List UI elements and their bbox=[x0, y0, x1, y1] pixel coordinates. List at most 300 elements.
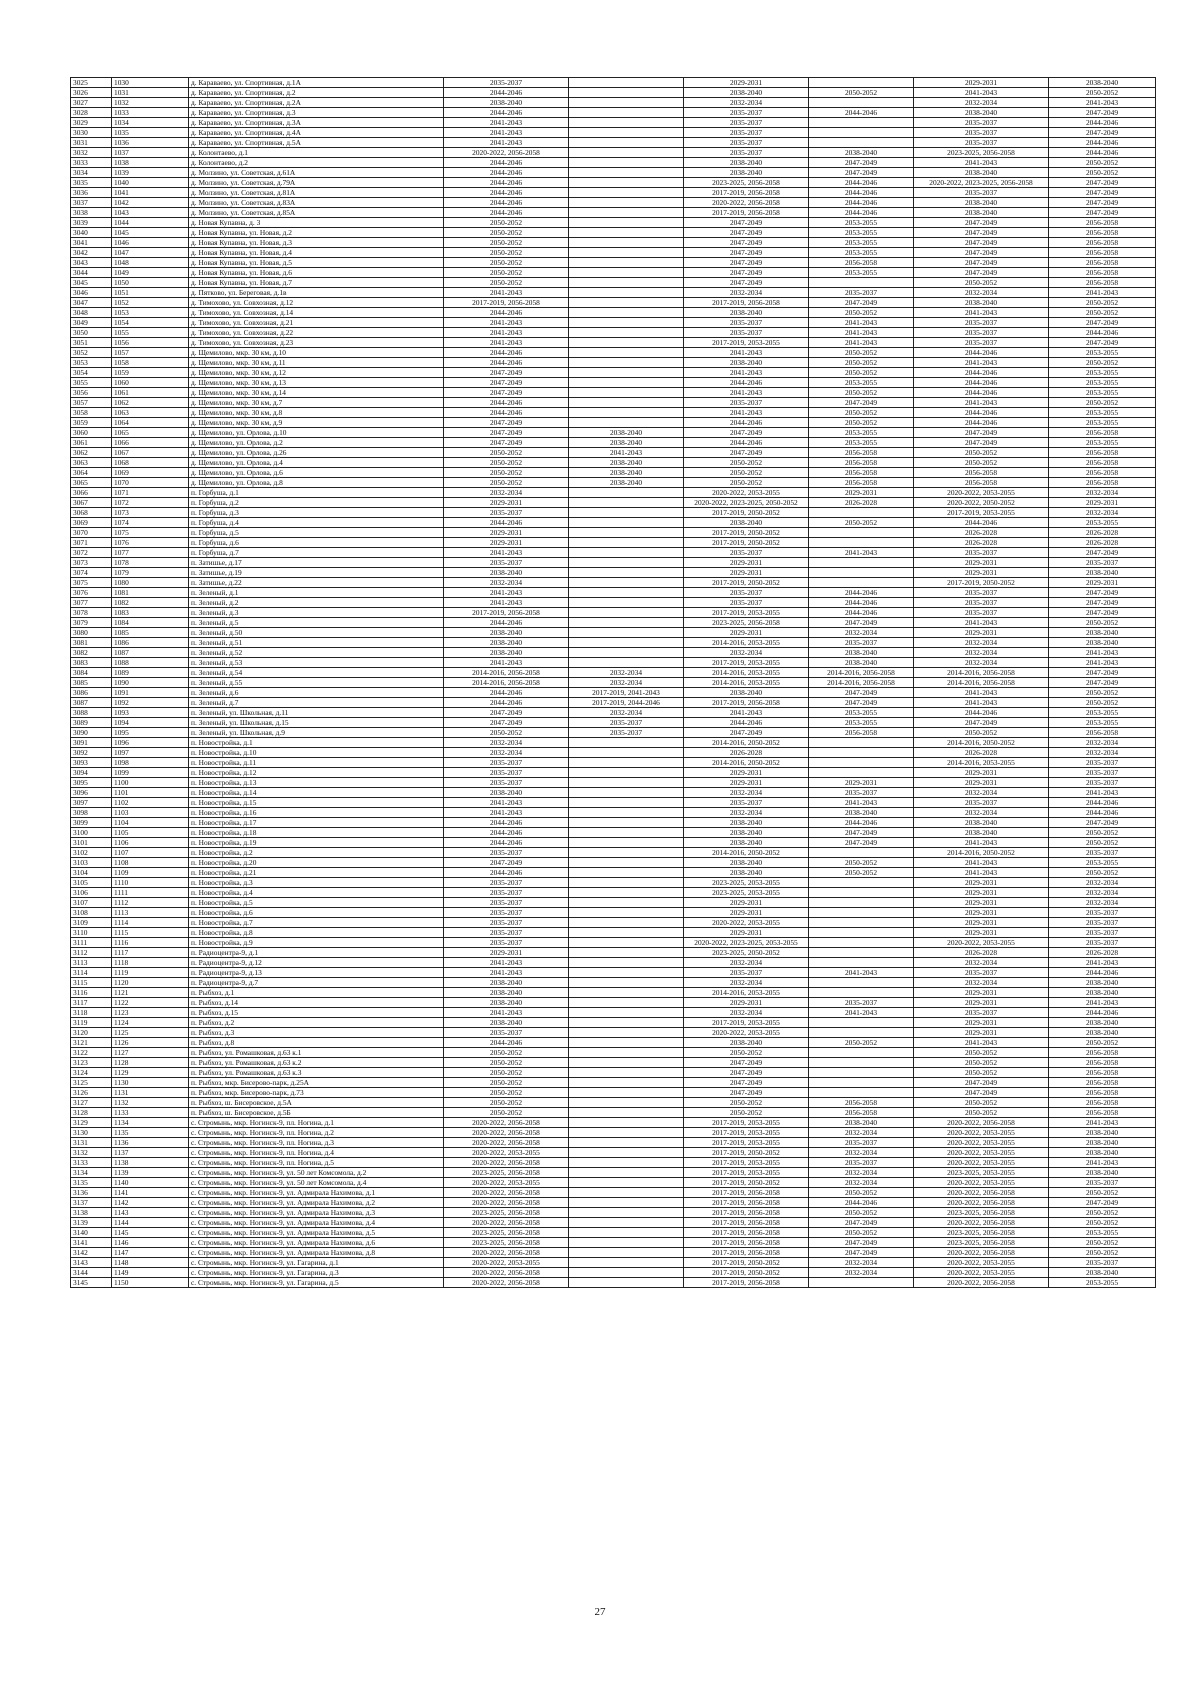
table-cell: 1136 bbox=[112, 1138, 189, 1148]
table-cell: д. Караваево, ул. Спортивная, д.1А bbox=[189, 78, 444, 88]
table-cell: 1096 bbox=[112, 738, 189, 748]
table-cell: 1044 bbox=[112, 218, 189, 228]
table-cell: 2014-2016, 2050-2052 bbox=[914, 848, 1049, 858]
table-cell: 3062 bbox=[71, 448, 112, 458]
table-cell: 2020-2022, 2053-2055 bbox=[914, 1258, 1049, 1268]
table-cell: 2035-2037 bbox=[444, 888, 569, 898]
table-cell: 3049 bbox=[71, 318, 112, 328]
table-cell: 2056-2058 bbox=[809, 448, 914, 458]
table-cell: 1081 bbox=[112, 588, 189, 598]
table-cell bbox=[569, 78, 684, 88]
table-cell bbox=[809, 278, 914, 288]
table-cell: 2056-2058 bbox=[1049, 428, 1156, 438]
table-cell: 2041-2043 bbox=[444, 118, 569, 128]
table-cell: с. Стромынь, мкр. Ногинск-9, пл. Ногина, д.5 bbox=[189, 1158, 444, 1168]
table-cell: п. Новостройка, д.8 bbox=[189, 928, 444, 938]
table-cell: 2035-2037 bbox=[914, 138, 1049, 148]
table-cell: 1146 bbox=[112, 1238, 189, 1248]
table-cell: п. Зеленый, д.54 bbox=[189, 668, 444, 678]
table-cell: с. Стромынь, мкр. Ногинск-9, пл. Ногина, д.1 bbox=[189, 1118, 444, 1128]
table-cell: 2050-2052 bbox=[914, 448, 1049, 458]
table-cell: 2044-2046 bbox=[1049, 148, 1156, 158]
table-cell: 2020-2022, 2056-2058 bbox=[444, 148, 569, 158]
table-row bbox=[71, 958, 1156, 968]
table-cell: 3112 bbox=[71, 948, 112, 958]
table-cell: п. Зеленый, ул. Школьная, д.15 bbox=[189, 718, 444, 728]
table-cell: 1130 bbox=[112, 1078, 189, 1088]
table-row bbox=[71, 838, 1156, 848]
table-cell: 2017-2019, 2053-2055 bbox=[684, 1138, 809, 1148]
table-cell: 2020-2022, 2053-2055 bbox=[684, 918, 809, 928]
table-cell: 2041-2043 bbox=[914, 88, 1049, 98]
table-cell: 2032-2034 bbox=[914, 788, 1049, 798]
table-cell: 2047-2049 bbox=[444, 378, 569, 388]
table-row bbox=[71, 908, 1156, 918]
table-cell: с. Стромынь, мкр. Ногинск-9, ул. Гагарина, д.3 bbox=[189, 1268, 444, 1278]
table-cell: 1062 bbox=[112, 398, 189, 408]
table-cell: 2035-2037 bbox=[684, 118, 809, 128]
table-cell: 2035-2037 bbox=[914, 318, 1049, 328]
table-cell: д. Молзино, ул. Советская, д.83А bbox=[189, 198, 444, 208]
table-cell: д. Щемилово, ул. Орлова, д.6 bbox=[189, 468, 444, 478]
table-cell bbox=[569, 618, 684, 628]
table-cell: 2029-2031 bbox=[914, 888, 1049, 898]
table-cell: 3030 bbox=[71, 128, 112, 138]
table-cell: 2014-2016, 2056-2058 bbox=[914, 668, 1049, 678]
table-cell: 2035-2037 bbox=[809, 998, 914, 1008]
table-cell: 2044-2046 bbox=[809, 108, 914, 118]
table-cell: 2023-2025, 2056-2058 bbox=[914, 1238, 1049, 1248]
table-cell: 2035-2037 bbox=[444, 938, 569, 948]
table-cell: 2050-2052 bbox=[1049, 168, 1156, 178]
table-cell: 1140 bbox=[112, 1178, 189, 1188]
table-cell: 2020-2022, 2056-2058 bbox=[684, 198, 809, 208]
table-cell: д. Колонтаево, д.2 bbox=[189, 158, 444, 168]
table-cell: 2044-2046 bbox=[444, 408, 569, 418]
table-cell: 2047-2049 bbox=[1049, 208, 1156, 218]
table-cell: п. Новостройка, д.6 bbox=[189, 908, 444, 918]
table-cell: 2050-2052 bbox=[444, 258, 569, 268]
table-cell: д. Караваево, ул. Спортивная, д.3 bbox=[189, 108, 444, 118]
table-cell: 2032-2034 bbox=[684, 958, 809, 968]
table-row bbox=[71, 1178, 1156, 1188]
table-cell: 2050-2052 bbox=[684, 478, 809, 488]
table-cell: 2047-2049 bbox=[444, 708, 569, 718]
table-cell: 2047-2049 bbox=[684, 428, 809, 438]
table-cell: 3067 bbox=[71, 498, 112, 508]
table-cell: 2035-2037 bbox=[1049, 778, 1156, 788]
table-cell: 2029-2031 bbox=[444, 528, 569, 538]
table-cell: п. Новостройка, д.7 bbox=[189, 918, 444, 928]
table-cell: 3119 bbox=[71, 1018, 112, 1028]
table-cell bbox=[569, 418, 684, 428]
table-cell: 1043 bbox=[112, 208, 189, 218]
table-cell: 1038 bbox=[112, 158, 189, 168]
table-cell: 3101 bbox=[71, 838, 112, 848]
table-cell: 1092 bbox=[112, 698, 189, 708]
table-cell: п. Новостройка, д.2 bbox=[189, 848, 444, 858]
table-cell: д. Караваево, ул. Спортивная, д.2А bbox=[189, 98, 444, 108]
table-cell: п. Зеленый, д.50 bbox=[189, 628, 444, 638]
table-cell bbox=[569, 858, 684, 868]
table-cell: 2047-2049 bbox=[809, 828, 914, 838]
table-cell: 2038-2040 bbox=[914, 298, 1049, 308]
table-cell bbox=[569, 398, 684, 408]
table-cell: д. Колонтаево, д.1 bbox=[189, 148, 444, 158]
table-cell: 1032 bbox=[112, 98, 189, 108]
table-cell: п. Зеленый, д.5 bbox=[189, 618, 444, 628]
table-cell: 2032-2034 bbox=[1049, 878, 1156, 888]
table-cell: 3113 bbox=[71, 958, 112, 968]
table-cell: 2029-2031 bbox=[684, 778, 809, 788]
table-cell: 3093 bbox=[71, 758, 112, 768]
table-cell: 1030 bbox=[112, 78, 189, 88]
table-cell: 3143 bbox=[71, 1258, 112, 1268]
table-row bbox=[71, 1268, 1156, 1278]
table-cell: 2035-2037 bbox=[684, 588, 809, 598]
table-cell: 1107 bbox=[112, 848, 189, 858]
table-cell: 2026-2028 bbox=[914, 748, 1049, 758]
table-cell: 2056-2058 bbox=[1049, 238, 1156, 248]
table-row bbox=[71, 328, 1156, 338]
table-cell: 3069 bbox=[71, 518, 112, 528]
table-cell: 2032-2034 bbox=[684, 788, 809, 798]
table-row bbox=[71, 378, 1156, 388]
table-cell bbox=[569, 978, 684, 988]
table-cell: п. Зеленый, д.3 bbox=[189, 608, 444, 618]
table-cell: 2056-2058 bbox=[809, 1098, 914, 1108]
table-cell: 3129 bbox=[71, 1118, 112, 1128]
table-cell: 2041-2043 bbox=[914, 618, 1049, 628]
table-cell: д. Молзино, ул. Советская, д.81А bbox=[189, 188, 444, 198]
table-cell: 3124 bbox=[71, 1068, 112, 1078]
table-cell: 2050-2052 bbox=[1049, 88, 1156, 98]
table-cell bbox=[569, 1038, 684, 1048]
table-cell: 2041-2043 bbox=[914, 858, 1049, 868]
table-cell: п. Новостройка, д.10 bbox=[189, 748, 444, 758]
table-cell: 2020-2022, 2053-2055 bbox=[914, 1128, 1049, 1138]
table-cell: 3135 bbox=[71, 1178, 112, 1188]
table-cell: 2056-2058 bbox=[1049, 458, 1156, 468]
table-cell: 2038-2040 bbox=[444, 988, 569, 998]
table-cell: 2020-2022, 2023-2025, 2053-2055 bbox=[684, 938, 809, 948]
table-row bbox=[71, 918, 1156, 928]
table-cell: 1035 bbox=[112, 128, 189, 138]
table-cell: 2053-2055 bbox=[1049, 378, 1156, 388]
table-row bbox=[71, 238, 1156, 248]
table-cell: п. Горбуша, д.2 bbox=[189, 498, 444, 508]
table-cell: 3081 bbox=[71, 638, 112, 648]
table-row bbox=[71, 568, 1156, 578]
table-row bbox=[71, 168, 1156, 178]
table-cell: 2035-2037 bbox=[914, 118, 1049, 128]
table-cell: 3082 bbox=[71, 648, 112, 658]
table-cell bbox=[569, 1188, 684, 1198]
table-cell: 2020-2022, 2053-2055 bbox=[684, 488, 809, 498]
table-cell: 2035-2037 bbox=[914, 588, 1049, 598]
table-cell: 3141 bbox=[71, 1238, 112, 1248]
table-cell: п. Зеленый, д.55 bbox=[189, 678, 444, 688]
table-row bbox=[71, 1238, 1156, 1248]
table-cell: 1039 bbox=[112, 168, 189, 178]
table-cell: 3111 bbox=[71, 938, 112, 948]
table-cell: 2041-2043 bbox=[914, 838, 1049, 848]
table-row bbox=[71, 738, 1156, 748]
table-cell: 2014-2016, 2053-2055 bbox=[914, 758, 1049, 768]
table-cell: 2047-2049 bbox=[1049, 678, 1156, 688]
table-cell: 3122 bbox=[71, 1048, 112, 1058]
table-cell: 2017-2019, 2053-2055 bbox=[684, 1128, 809, 1138]
table-cell: 2035-2037 bbox=[914, 328, 1049, 338]
table-cell bbox=[569, 588, 684, 598]
table-cell: 2035-2037 bbox=[684, 798, 809, 808]
table-cell: 2038-2040 bbox=[809, 658, 914, 668]
table-cell bbox=[569, 178, 684, 188]
table-cell: 2035-2037 bbox=[444, 908, 569, 918]
table-row bbox=[71, 688, 1156, 698]
table-cell bbox=[809, 978, 914, 988]
table-cell: 2044-2046 bbox=[444, 838, 569, 848]
table-cell: 2056-2058 bbox=[1049, 218, 1156, 228]
table-cell: 2017-2019, 2053-2055 bbox=[684, 658, 809, 668]
table-row bbox=[71, 1148, 1156, 1158]
table-cell bbox=[569, 1028, 684, 1038]
table-cell bbox=[569, 358, 684, 368]
table-row bbox=[71, 758, 1156, 768]
table-cell: 2050-2052 bbox=[444, 1048, 569, 1058]
table-cell: 2032-2034 bbox=[444, 748, 569, 758]
table-cell: д. Новая Купавна, ул. Новая, д.6 bbox=[189, 268, 444, 278]
table-cell: 2047-2049 bbox=[684, 278, 809, 288]
table-cell bbox=[569, 1158, 684, 1168]
table-cell: 3051 bbox=[71, 338, 112, 348]
table-cell: 2038-2040 bbox=[809, 148, 914, 158]
table-row bbox=[71, 138, 1156, 148]
table-cell: 3123 bbox=[71, 1058, 112, 1068]
table-cell bbox=[809, 738, 914, 748]
table-cell: 3094 bbox=[71, 768, 112, 778]
table-row bbox=[71, 388, 1156, 398]
table-cell: 2017-2019, 2056-2058 bbox=[684, 1208, 809, 1218]
table-cell bbox=[569, 998, 684, 1008]
table-cell: 2038-2040 bbox=[569, 468, 684, 478]
table-cell: д. Щемилово, мкр. 30 км, д.11 bbox=[189, 358, 444, 368]
table-row bbox=[71, 348, 1156, 358]
table-cell: 2047-2049 bbox=[444, 428, 569, 438]
table-cell: 3138 bbox=[71, 1208, 112, 1218]
table-cell: 2050-2052 bbox=[444, 1068, 569, 1078]
table-cell: 2041-2043 bbox=[684, 388, 809, 398]
table-row bbox=[71, 1138, 1156, 1148]
table-cell: 2017-2019, 2056-2058 bbox=[684, 1218, 809, 1228]
table-cell bbox=[569, 828, 684, 838]
table-row bbox=[71, 1258, 1156, 1268]
table-cell: с. Стромынь, мкр. Ногинск-9, ул. Адмирала Нахимова, д.3 bbox=[189, 1208, 444, 1218]
table-cell: 2023-2025, 2053-2055 bbox=[914, 1168, 1049, 1178]
table-cell: 1089 bbox=[112, 668, 189, 678]
table-cell: п. Новостройка, д.18 bbox=[189, 828, 444, 838]
table-cell: 2047-2049 bbox=[1049, 178, 1156, 188]
table-cell: 3028 bbox=[71, 108, 112, 118]
table-cell: 2053-2055 bbox=[1049, 438, 1156, 448]
table-cell: 2032-2034 bbox=[1049, 738, 1156, 748]
table-cell: 2023-2025, 2056-2058 bbox=[444, 1228, 569, 1238]
table-cell: 3073 bbox=[71, 558, 112, 568]
table-row bbox=[71, 798, 1156, 808]
table-cell: 2050-2052 bbox=[914, 728, 1049, 738]
table-cell bbox=[569, 918, 684, 928]
table-cell: 2029-2031 bbox=[684, 568, 809, 578]
table-cell: 2053-2055 bbox=[809, 428, 914, 438]
table-cell: 2047-2049 bbox=[809, 158, 914, 168]
table-row bbox=[71, 898, 1156, 908]
table-cell: 2035-2037 bbox=[444, 878, 569, 888]
table-cell: 3118 bbox=[71, 1008, 112, 1018]
table-cell: 2050-2052 bbox=[444, 1098, 569, 1108]
table-cell: 2041-2043 bbox=[1049, 1118, 1156, 1128]
table-cell bbox=[569, 1128, 684, 1138]
table-cell bbox=[569, 768, 684, 778]
table-cell: 1033 bbox=[112, 108, 189, 118]
table-cell bbox=[569, 608, 684, 618]
table-cell: 2050-2052 bbox=[444, 458, 569, 468]
table-cell: 1078 bbox=[112, 558, 189, 568]
table-cell: 3046 bbox=[71, 288, 112, 298]
table-cell: 3121 bbox=[71, 1038, 112, 1048]
table-cell: 2056-2058 bbox=[1049, 1048, 1156, 1058]
table-cell: д. Щемилово, мкр. 30 км, д.14 bbox=[189, 388, 444, 398]
table-cell: 1113 bbox=[112, 908, 189, 918]
table-cell: п. Новостройка, д.14 bbox=[189, 788, 444, 798]
table-cell: 2038-2040 bbox=[444, 568, 569, 578]
table-cell: 1126 bbox=[112, 1038, 189, 1048]
table-cell: 2047-2049 bbox=[914, 1078, 1049, 1088]
table-cell: п. Горбуша, д.3 bbox=[189, 508, 444, 518]
table-cell: 2050-2052 bbox=[809, 868, 914, 878]
table-cell: д. Молзино, ул. Советская, д.61А bbox=[189, 168, 444, 178]
table-cell: 2041-2043 bbox=[444, 288, 569, 298]
table-cell: 2032-2034 bbox=[914, 958, 1049, 968]
table-cell: 2032-2034 bbox=[914, 98, 1049, 108]
table-cell: 2035-2037 bbox=[444, 768, 569, 778]
table-cell: 2050-2052 bbox=[444, 238, 569, 248]
table-cell: 3074 bbox=[71, 568, 112, 578]
table-cell: 2041-2043 bbox=[809, 338, 914, 348]
table-cell: 3114 bbox=[71, 968, 112, 978]
table-cell: 1093 bbox=[112, 708, 189, 718]
table-cell: 2038-2040 bbox=[569, 478, 684, 488]
table-cell: 2056-2058 bbox=[1049, 1068, 1156, 1078]
table-cell: 2056-2058 bbox=[1049, 268, 1156, 278]
table-cell: 1100 bbox=[112, 778, 189, 788]
table-cell: д. Щемилово, мкр. 30 км, д.9 bbox=[189, 418, 444, 428]
table-cell: 3025 bbox=[71, 78, 112, 88]
table-cell bbox=[569, 228, 684, 238]
table-cell: д. Новая Купавна, д. 3 bbox=[189, 218, 444, 228]
table-cell: 2047-2049 bbox=[684, 1068, 809, 1078]
table-cell: 3029 bbox=[71, 118, 112, 128]
table-row bbox=[71, 1168, 1156, 1178]
table-cell bbox=[569, 948, 684, 958]
table-cell: 2035-2037 bbox=[1049, 928, 1156, 938]
table-cell: 2038-2040 bbox=[914, 198, 1049, 208]
table-cell bbox=[809, 918, 914, 928]
table-cell: 1117 bbox=[112, 948, 189, 958]
table-cell: 2044-2046 bbox=[444, 108, 569, 118]
table-cell: 2038-2040 bbox=[809, 808, 914, 818]
table-cell: с. Стромынь, мкр. Ногинск-9, ул. 50 лет Комсомола, д.2 bbox=[189, 1168, 444, 1178]
table-cell: 2029-2031 bbox=[914, 928, 1049, 938]
table-cell bbox=[569, 748, 684, 758]
table-cell: 2014-2016, 2053-2055 bbox=[684, 678, 809, 688]
table-cell: 2050-2052 bbox=[809, 408, 914, 418]
table-cell bbox=[569, 238, 684, 248]
table-cell: 2050-2052 bbox=[809, 1228, 914, 1238]
table-cell: 2035-2037 bbox=[684, 138, 809, 148]
table-cell: 2050-2052 bbox=[809, 388, 914, 398]
table-cell: 3052 bbox=[71, 348, 112, 358]
table-cell: 1040 bbox=[112, 178, 189, 188]
table-cell: 2017-2019, 2053-2055 bbox=[684, 608, 809, 618]
table-cell: 2032-2034 bbox=[914, 288, 1049, 298]
table-cell: 2035-2037 bbox=[809, 1138, 914, 1148]
table-cell: 2056-2058 bbox=[809, 478, 914, 488]
table-cell: 1075 bbox=[112, 528, 189, 538]
table-cell: 2044-2046 bbox=[444, 198, 569, 208]
table-cell: 1064 bbox=[112, 418, 189, 428]
table-cell: 2047-2049 bbox=[684, 248, 809, 258]
table-cell: 2056-2058 bbox=[914, 478, 1049, 488]
table-cell: 1088 bbox=[112, 658, 189, 668]
table-cell: 2047-2049 bbox=[684, 228, 809, 238]
table-cell: 2032-2034 bbox=[569, 708, 684, 718]
table-cell: 3091 bbox=[71, 738, 112, 748]
table-cell: 3139 bbox=[71, 1218, 112, 1228]
table-cell: д. Тимохово, ул. Совхозная, д.14 bbox=[189, 308, 444, 318]
table-cell: 2044-2046 bbox=[444, 618, 569, 628]
table-cell: 2029-2031 bbox=[1049, 578, 1156, 588]
table-cell: п. Новостройка, д.9 bbox=[189, 938, 444, 948]
table-cell: 2041-2043 bbox=[444, 138, 569, 148]
table-cell: 2020-2022, 2056-2058 bbox=[444, 1278, 569, 1288]
table-cell bbox=[569, 798, 684, 808]
table-cell: 2047-2049 bbox=[809, 1238, 914, 1248]
table-cell: 2014-2016, 2056-2058 bbox=[809, 678, 914, 688]
table-cell bbox=[809, 138, 914, 148]
table-cell: 2035-2037 bbox=[684, 148, 809, 158]
table-cell: 2056-2058 bbox=[809, 468, 914, 478]
table-cell: 2038-2040 bbox=[809, 648, 914, 658]
table-cell: 2035-2037 bbox=[444, 918, 569, 928]
table-cell: 1149 bbox=[112, 1268, 189, 1278]
table-cell: п. Зеленый, д.2 bbox=[189, 598, 444, 608]
table-cell: 2038-2040 bbox=[1049, 1128, 1156, 1138]
table-cell: 1079 bbox=[112, 568, 189, 578]
table-cell: 2032-2034 bbox=[809, 1258, 914, 1268]
table-row bbox=[71, 288, 1156, 298]
table-cell bbox=[569, 198, 684, 208]
table-cell: 2026-2028 bbox=[684, 748, 809, 758]
table-cell: 2038-2040 bbox=[684, 518, 809, 528]
table-cell: 2032-2034 bbox=[684, 288, 809, 298]
table-cell: 1046 bbox=[112, 238, 189, 248]
table-cell: 2020-2022, 2053-2055 bbox=[914, 938, 1049, 948]
table-cell: 2041-2043 bbox=[444, 598, 569, 608]
table-cell: 2050-2052 bbox=[1049, 358, 1156, 368]
table-cell bbox=[569, 848, 684, 858]
table-cell: 3126 bbox=[71, 1088, 112, 1098]
table-cell bbox=[569, 788, 684, 798]
